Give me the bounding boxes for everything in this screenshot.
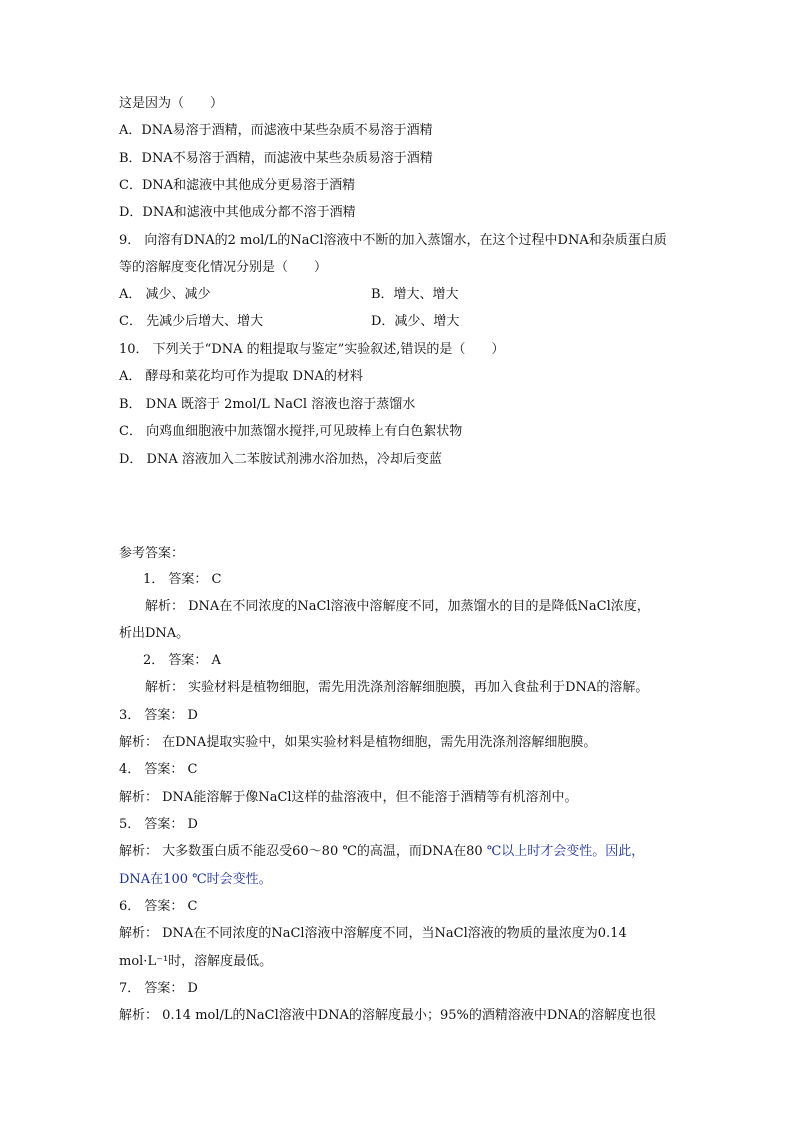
q9-stem-line2: 等的溶解度变化情况分别是（ ） — [119, 260, 328, 275]
answer-7-label: 7． 答案： D — [119, 981, 198, 996]
answer-6-explanation-line1: 解析： DNA在不同浓度的NaCl溶液中溶解度不同，当NaCl溶液的物质的量浓度为0.14 — [119, 926, 627, 941]
q8-stem-tail: 这是因为（ ） — [119, 96, 224, 111]
answer-4-label: 4． 答案： C — [119, 762, 198, 777]
answer-5-explanation-line1 — [119, 843, 644, 861]
answer-1-label: 1． 答案： C — [143, 572, 222, 587]
q9-stem-line1: 9． 向溶有DNA的2 mol/L的NaCl溶液中不断的加入蒸馏水，在这个过程中DNA和杂质蛋白质 — [119, 233, 667, 248]
answer-7-explanation: 解析： 0.14 mol/L的NaCl溶液中DNA的溶解度最小；95%的酒精溶液中DNA的溶解度也很 — [119, 1008, 657, 1023]
answers-heading: 参考答案： — [119, 546, 185, 561]
answer-6-label: 6． 答案： C — [119, 899, 198, 914]
q9-option-c: C． 先减少后增大、增大 — [119, 314, 264, 329]
q8-option-c: C．DNA和滤液中其他成分更易溶于酒精 — [119, 178, 356, 193]
answer-2-explanation: 解析： 实验材料是植物细胞，需先用洗涤剂溶解细胞膜，再加入食盐利于DNA的溶解。 — [145, 680, 649, 695]
answer-5-label: 5． 答案： D — [119, 817, 198, 832]
answer-2-label: 2． 答案： A — [143, 653, 221, 668]
q8-option-a: A．DNA易溶于酒精，而滤液中某些杂质不易溶于酒精 — [119, 123, 433, 138]
answer-5-explanation-line2: DNA在100 ℃时会变性。 — [119, 872, 272, 887]
q10-option-a: A． 酵母和菜花均可作为提取 DNA的材料 — [119, 369, 363, 384]
answer-3-explanation: 解析： 在DNA提取实验中，如果实验材料是植物细胞，需先用洗涤剂溶解细胞膜。 — [119, 735, 597, 750]
answer-6-explanation-line2: mol·L⁻¹时，溶解度最低。 — [119, 954, 273, 969]
answer-5-explanation-part1: 解析： 大多数蛋白质不能忍受60～80 ℃的高温，而DNA在80 — [119, 844, 487, 859]
answer-4-explanation: 解析： DNA能溶解于像NaCl这样的盐溶液中，但不能溶于酒精等有机溶剂中。 — [119, 790, 578, 805]
q8-option-d: D．DNA和滤液中其他成分都不溶于酒精 — [119, 205, 356, 220]
q10-option-d: D． DNA 溶液加入二苯胺试剂沸水浴加热，冷却后变蓝 — [119, 452, 442, 467]
answer-1-explanation-line1: 解析： DNA在不同浓度的NaCl溶液中溶解度不同，加蒸馏水的目的是降低NaCl浓度， — [145, 599, 650, 614]
q9-option-b: B．增大、增大 — [371, 287, 459, 302]
q10-option-b: B． DNA 既溶于 2mol/L NaCl 溶液也溶于蒸馏水 — [119, 397, 416, 412]
q9-option-d: D．减少、增大 — [371, 314, 460, 329]
answer-1-explanation-line2: 析出DNA。 — [119, 626, 190, 641]
answer-3-label: 3． 答案： D — [119, 708, 198, 723]
q10-stem: 10． 下列关于“DNA 的粗提取与鉴定”实验叙述,错误的是（ ） — [119, 342, 505, 357]
q8-option-b: B．DNA不易溶于酒精，而滤液中某些杂质易溶于酒精 — [119, 151, 433, 166]
q9-option-a: A． 减少、减少 — [119, 287, 211, 302]
answer-5-explanation-part2: ℃以上时才会变性。因此， — [486, 844, 645, 859]
q10-option-c: C． 向鸡血细胞液中加蒸馏水搅拌,可见玻棒上有白色絮状物 — [119, 424, 463, 439]
